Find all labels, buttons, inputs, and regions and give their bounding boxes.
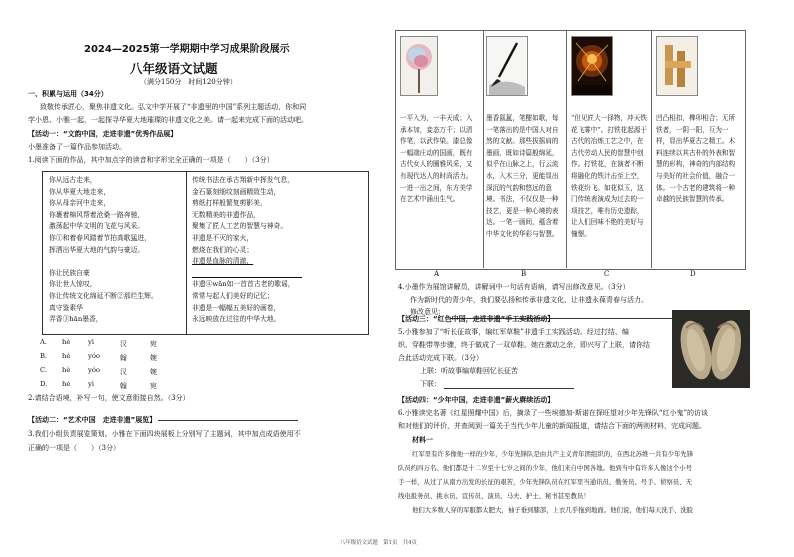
card-c-letter[interactable]: C — [604, 270, 610, 278]
poem-line: 剪纸打样般繁复剪影美， — [192, 199, 267, 208]
choice-b-2: yóo — [88, 352, 101, 360]
poem-line: 非遗④wǎn如一首首古老的歌谣， — [192, 280, 295, 289]
poem-line: 聚集了匠人工艺的智慧与神奇。 — [192, 222, 288, 231]
poem-line: 常常与起人们美好的记忆； — [192, 291, 274, 300]
question-4-line3: 修改意见： — [410, 308, 445, 316]
poem-line: 你从远古走来， — [49, 176, 97, 184]
choice-c-2: yóo — [88, 366, 101, 374]
question-5-line3: 合此活动完成下联。（3分） — [398, 354, 483, 362]
activity1-sub: 小墨准备了一篇作品参加活动。 — [28, 143, 126, 151]
poem-line: 非遗是一幅幅五美好的画卷， — [192, 303, 281, 312]
poem-line: 非遗是血脉的清澈， — [192, 257, 254, 266]
material-1-line5: 他们大多数人穿的军服都太肥大，袖子垂到膝部，上衣几乎拖到地面。他们说，他们每天洗手、洗脸 — [412, 506, 694, 514]
poem-line: 挥洒出华夏大地的气韵与豪迈。 — [49, 245, 145, 254]
couplet-lower: 下联： — [420, 380, 441, 388]
poem-line: 你让民族自豪 — [49, 268, 90, 277]
straw-sandals-image — [672, 310, 750, 388]
section-heading: 一、积累与运用（34分） — [28, 90, 108, 98]
question-4-line1: 4.小墨作为展馆讲解员，讲解词中一句话有语病，请写出修改意见。（3分） — [398, 283, 630, 291]
choice-a-1: hè — [62, 338, 71, 346]
choice-c-label[interactable]: C. — [40, 366, 48, 374]
choice-c-4: 婉 — [150, 368, 157, 376]
question-6-line1: 6.小雅读完名著《红星照耀中国》后，摘录了一些埃德加·斯诺在探旺望对少年先锋队“红小鬼”的访谈 — [398, 409, 709, 417]
choice-b-4: 婉 — [150, 354, 157, 362]
choice-d-2: yì — [88, 380, 95, 388]
choice-a-4: 宛 — [150, 340, 157, 348]
poem-line: 你从母亲河中走来， — [49, 199, 111, 208]
choice-c-3: 汉 — [120, 368, 127, 376]
card-b-text: 墨香氤氲，笔酣如歌，每一笔落出的是中国人对自然的文献。那些拔摇肩的墨画，既如诗篇般绵延，似乎在山脉之上，行云流水，入木三分，更能显出深沉的气韵和悠远的意境。书法，不仅仅是一种技艺，更是一种心境的表达。一笔一画间，蕴含着中华文化的华彩与智慧。 — [486, 114, 559, 238]
couplet-upper: 上联：听故事编草鞋回忆长征苦 — [420, 367, 518, 375]
card-d-text: 凹凸相扣，榫卯相合；无所铁者，一阴一阳，互为一样，显出华夏古之精工。木料连续以其古朴的外表和智慧的形构，神奇的内部结构与美好的社会价值，融合一体。一个古老的建筑将一种卓越的民族智慧的传承。 — [656, 114, 736, 204]
intro-line-2: 学小恩、小雅一起，一起探寻华夏大地璀璨的非遗文化之美。请一起来完成下面的活动吧。 — [28, 116, 308, 124]
card-d-letter[interactable]: D — [690, 270, 696, 278]
choice-b-3: 翰 — [120, 354, 127, 362]
exam-title: 2024—2025第一学期期中学习成果阶段展示 — [84, 44, 290, 55]
painting-b-image — [486, 36, 528, 96]
page-footer: 八年级语文试题 第1页 共4页 — [340, 540, 417, 546]
card-b-letter[interactable]: B — [521, 270, 527, 278]
poem-line: 你让传统文化绵延不断②那烂生辉。 — [49, 291, 158, 300]
material-1-heading: 材料一 — [412, 436, 433, 444]
poem-line: 传统书法在承古翔新中挥发气息， — [192, 176, 294, 184]
question-4-line2: 作为新时代的青少年，我们要弘扬和传承非遗文化，让非遗永葆青春与活力。 — [410, 296, 648, 304]
choice-a-2: yì — [88, 338, 95, 346]
poem-line: 激荡起中华文明的飞花与风采。 — [49, 222, 145, 231]
poem-line: 无数精美的非遗作品， — [192, 210, 260, 219]
material-1-line2: 队员约四万名。他们都是十二岁至十七岁之间的少年，他们来自中国各地。他到当中有许多人像这个小号 — [398, 464, 692, 472]
intro-line-1: 致敬传承匠心，聚焦非遗文化。弘文中学开展了“非遗里的中国”系列主题活动，你和同 — [40, 103, 307, 111]
card-divider — [566, 30, 567, 268]
question-5-line2: 织，穿鞋带等步骤，终于做成了一双草鞋。她在激动之余，即兴写了上联，请你结 — [398, 341, 650, 349]
answer-line-q5[interactable] — [444, 388, 574, 389]
question-3-line2: 正确的一项是（ ）（3分） — [28, 444, 120, 452]
card-c-text: “但见匠大一择物，冲天铁花飞雾中”。打铁花起源于古代的冶炼工艺之中，在古代劳动人民的智慧中创作。打铁花，在演者不断将融化的铁汁击至上空，铁花纷飞。如花似玉，这门传统表演成为过去的一项技艺，唯有历史遗踪，让人们回味不绝的美好与憧憬。 — [571, 114, 647, 238]
painting-d-image — [656, 36, 698, 96]
poem-right-column — [192, 175, 295, 326]
activity4-title: 【活动四：“少年中国，走进非遗”薪火赓续活动】 — [398, 396, 555, 404]
painting-a-image — [400, 36, 438, 96]
poem-line: 你让世人惊叹， — [49, 280, 97, 289]
subject-title: 八年级语文试题 — [130, 61, 218, 76]
question-2: 2.请结合语境，补写一句，使文意衔接自然。（3分） — [28, 394, 190, 402]
material-1-line3: 手一样，从过了从南方出发的长征的艰苦，少年先锋队员在红军里当通讯员、勤务员、号手、侦察员、无 — [398, 478, 692, 486]
poem-box — [42, 171, 369, 335]
choice-d-3: 翰 — [120, 382, 127, 390]
choice-d-label[interactable]: D. — [40, 380, 48, 388]
choice-b-label[interactable]: B. — [40, 352, 48, 360]
poem-line: 永远映放在过往的中华大地。 — [192, 315, 281, 324]
poem-line: 你从华夏大地走来， — [49, 187, 111, 196]
painting-c-image — [571, 36, 613, 96]
choice-a-3: 汉 — [120, 340, 127, 348]
poem-left-column — [49, 175, 158, 326]
activity2-title: 【活动二：“艺术中国 走进非遗”展览】 — [28, 416, 157, 424]
question-3-line1: 3.我们小组负责展览策划。小雅在下面四块展板上分别写了主题词，其中加点成语使用不 — [28, 430, 301, 438]
activity1-title: 【活动一：“文韵中国，走进非遗”优秀作品展】 — [28, 130, 178, 138]
choice-c-1: hè — [62, 366, 71, 374]
card-a-text: 一平入为，一丰天成；入承本加，妾态万千；以清作笔，以武作染。漆总像一幅端庄动的国画，既有古代女人的圈雅风采，又有现代达人的时尚活力。一进一出之间，东方美学在艺术中涌出生气。 — [400, 114, 473, 204]
poem-divider — [186, 172, 187, 334]
poem-blank-line — [192, 268, 295, 280]
question-5-line1: 5.小雅参加了“听长征故事，编红军草鞋”非遗手工实践活动。经过打结、编 — [398, 328, 629, 336]
question-6-line2: 和对他们的评价，并查阅到一篇关于当代少年儿童的新闻报道，请结合下面的两则材料，完成问题。 — [398, 422, 706, 430]
poem-line: 燃烧在我们的心灵； — [192, 245, 254, 254]
material-1-line4: 线电报务员、挑水员、宣传员、演员、马夫、护士、秘书甚至教员！ — [398, 492, 590, 500]
material-1-line1: 红军里有许多像他一样的少年，少年先锋队是由共产主义青年团组织的，在西北苏维一共有少年先锋 — [412, 450, 694, 458]
card-a-letter[interactable]: A — [434, 270, 440, 278]
poem-line: 你①和着春风踏着节拍高歌猛进， — [49, 233, 151, 242]
choice-a-label[interactable]: A. — [40, 338, 48, 346]
poem-line: 金石篆刻细纹刻画精致生动， — [192, 187, 281, 196]
poem-line: 弄香③hān墨香， — [49, 315, 103, 324]
question-1: 1.阅读下面的作品，其中加点字的读音和字形完全正确的一项是（ ）（3分） — [28, 156, 274, 164]
poem-line: 非遗是不灭的家火， — [192, 233, 254, 242]
choice-d-4: 宛 — [150, 382, 157, 390]
card-divider — [483, 30, 484, 268]
poem-line: 真守鉴素华 — [49, 303, 83, 312]
activity3-title: 【活动三：“红色中国，走进非遗”手工实践活动】 — [398, 315, 555, 323]
score-time: （满分150分 时间120分钟） — [140, 78, 237, 86]
poem-line: 你裹着棉风帮着沧桑一路奔驰， — [49, 210, 145, 219]
card-divider — [651, 30, 652, 268]
choice-b-1: hé — [62, 352, 71, 360]
poem-line — [49, 256, 158, 268]
choice-d-1: hé — [62, 380, 71, 388]
